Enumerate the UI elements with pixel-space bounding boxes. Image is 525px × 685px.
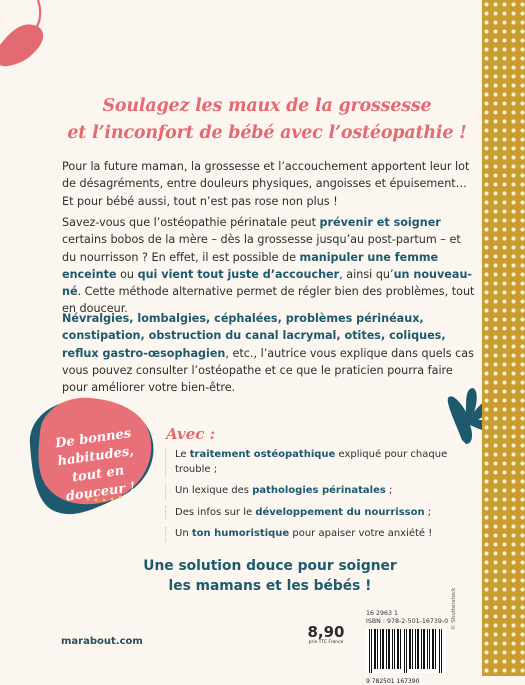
p2-text-2: certains bobos de la mère – dès la grossesse jusqu’au post-partum – et du nourrisson ? En effet, il est possible de — [62, 233, 461, 264]
list-item-bold: développement du nourrisson — [255, 506, 425, 518]
p2-text-1: Savez-vous que l’ostéopathie périnatale peut — [62, 216, 320, 229]
barcode-area — [366, 610, 449, 685]
list-item-pre: Le — [175, 449, 190, 460]
feature-list — [165, 448, 465, 549]
p2-text-4: , ainsi qu’ — [339, 267, 394, 281]
p2-bold-4: un nouveau-né — [62, 267, 473, 299]
headline-line2: et l’inconfort de bébé avec l’ostéopathie ! — [67, 123, 467, 143]
headline — [62, 93, 472, 147]
list-item-post: ; — [385, 485, 393, 496]
barcode-icon — [366, 629, 446, 673]
p2-bold-2: manipuler une femme enceinte — [62, 250, 439, 281]
p3-bold-conditions: Névralgies, lombalgies, céphalées, problèmes périnéaux, constipation, obstruction du canal lacrymal, otites, coliques, reflux gastro-œsophagien — [62, 312, 446, 360]
photo-credit: © Shutterstock — [451, 587, 457, 630]
p2-bold-1: prévenir et soigner — [319, 216, 441, 229]
p3-text: , etc., l’autrice vous explique dans quels cas vous pouvez consulter l’ostéopathe et ce que le praticien pourra faire pour améliorer votre bien-être. — [62, 346, 474, 395]
tagline — [60, 556, 480, 596]
list-item-pre: Un — [175, 528, 192, 539]
p2-bold-3: qui vient tout juste d’accoucher — [137, 267, 340, 281]
avec-title: Avec : — [166, 425, 216, 443]
badge-text: De bonnes habitudes, tout en douceur ! — [54, 426, 137, 505]
list-item — [165, 527, 465, 542]
p2-text-5: . Cette méthode alternative permet de régler bien des problèmes, tout en douceur. — [62, 285, 475, 316]
list-item-post: pour apaiser votre anxiété ! — [289, 528, 433, 539]
list-item-pre: Des infos sur le — [175, 506, 256, 518]
list-item-bold: ton humoristique — [191, 528, 290, 539]
price-label: prix TTC France — [308, 640, 344, 645]
list-item-post: ; — [424, 506, 432, 518]
price-value: 8,90 — [307, 623, 345, 641]
price — [306, 624, 346, 645]
paragraph-conditions — [62, 310, 476, 396]
tagline-line1: Une solution douce pour soigner — [143, 558, 397, 574]
paragraph-osteopathy — [62, 214, 476, 318]
paragraph-intro — [62, 158, 476, 210]
publisher-link[interactable]: marabout.com — [61, 636, 143, 647]
coral-leaf-shape — [0, 24, 43, 66]
p2-text-3: ou — [116, 267, 138, 281]
list-item-bold: traitement ostéopathique — [189, 449, 336, 460]
list-item — [165, 448, 465, 477]
list-item-bold: pathologies périnatales — [252, 485, 386, 496]
product-code: 16 2963 1 — [366, 610, 399, 617]
list-item — [165, 506, 465, 521]
polka-dot-band — [482, 0, 525, 676]
list-item-post: expliqué pour chaque trouble ; — [175, 449, 448, 475]
headline-line1: Soulagez les maux de la grossesse — [102, 96, 432, 116]
stem-line — [36, 0, 40, 28]
list-item-pre: Un lexique des — [175, 485, 253, 496]
list-item — [165, 484, 465, 499]
isbn-text: ISBN : 978-2-501-16739-0 — [366, 618, 449, 625]
paragraph-intro-text: Pour la future maman, la grossesse et l’accouchement apportent leur lot de désagréments, entre douleurs physiques, angoisses et épuisement… Et pour bébé aussi, tout n’est pas rose non plus ! — [62, 160, 470, 208]
barcode-digits: 9 782501 167390 — [366, 678, 420, 685]
tagline-line2: les mamans et les bébés ! — [168, 578, 372, 594]
